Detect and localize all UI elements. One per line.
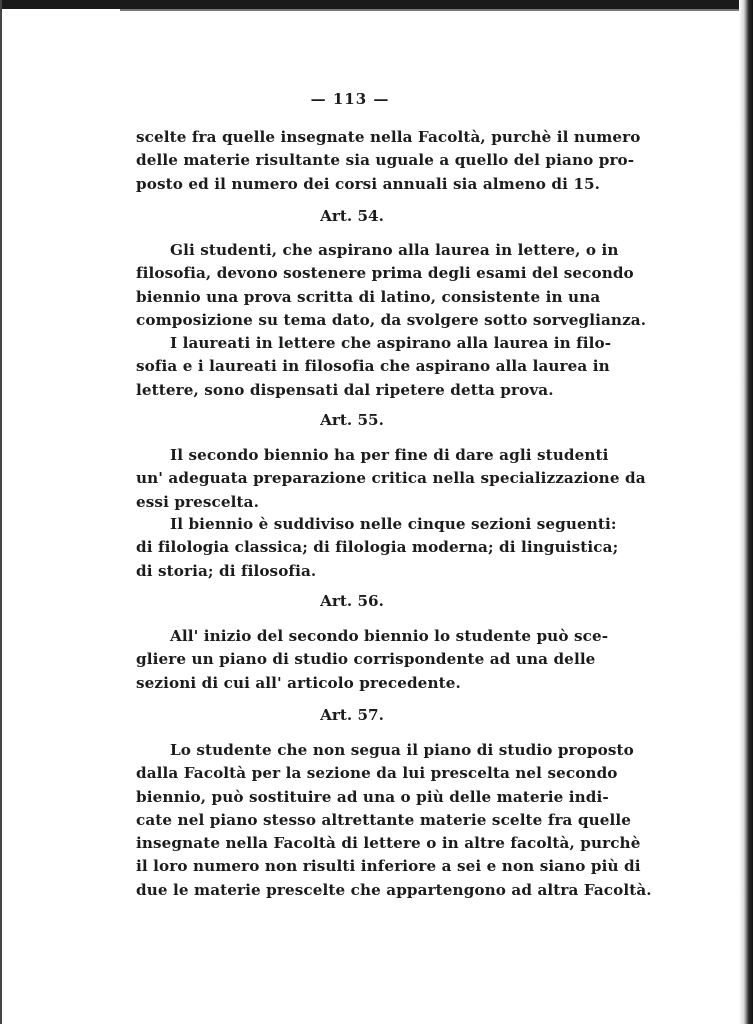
text-line: di storia; di filosofia. xyxy=(136,561,317,580)
article-54-paragraph-1 xyxy=(136,239,647,332)
article-57-heading: Art. 57. xyxy=(320,706,384,724)
paragraph-continuation xyxy=(136,126,641,196)
text-line: composizione su tema dato, da svolgere sotto sorveglianza. xyxy=(136,310,647,329)
text-line: posto ed il numero dei corsi annuali sia almeno di 15. xyxy=(136,174,601,193)
text-line: insegnate nella Facoltà di lettere o in altre facoltà, purchè xyxy=(136,834,641,853)
text-line: dalla Facoltà per la sezione da lui prescelta nel secondo xyxy=(136,764,618,783)
text-line: un' adeguata preparazione critica nella specializzazione da xyxy=(136,469,646,488)
article-55-paragraph-1 xyxy=(136,444,646,514)
scan-left-edge xyxy=(0,0,2,1024)
text-line: I laureati in lettere che aspirano alla laurea in filo- xyxy=(170,334,612,352)
article-54-heading: Art. 54. xyxy=(320,207,384,225)
text-line: Gli studenti, che aspirano alla laurea in lettere, o in xyxy=(170,241,619,259)
article-56-heading: Art. 56. xyxy=(320,592,384,610)
text-line: All' inizio del secondo biennio lo studente può sce- xyxy=(170,627,609,645)
text-line: lettere, sono dispensati dal ripetere detta prova. xyxy=(136,380,554,399)
article-54-paragraph-2 xyxy=(136,332,612,402)
text-line: due le materie prescelte che appartengono ad altra Facoltà. xyxy=(136,880,652,899)
text-line: biennio una prova scritta di latino, consistente in una xyxy=(136,287,601,306)
text-line: di filologia classica; di filologia moderna; di linguistica; xyxy=(136,538,619,557)
text-line: biennio, può sostituire ad una o più delle materie indi- xyxy=(136,787,609,806)
text-line: sezioni di cui all' articolo precedente. xyxy=(136,673,461,692)
page-number: — 113 — xyxy=(310,90,390,108)
text-line: sofia e i laureati in filosofia che aspirano alla laurea in xyxy=(136,357,610,376)
scan-top-edge xyxy=(0,0,753,9)
text-line: Il secondo biennio ha per fine di dare agli studenti xyxy=(170,446,609,464)
text-line: essi prescelta. xyxy=(136,492,259,511)
text-line: Lo studente che non segua il piano di studio proposto xyxy=(170,741,634,759)
text-line: delle materie risultante sia uguale a quello del piano pro- xyxy=(136,151,635,170)
text-line: gliere un piano di studio corrispondente ad una delle xyxy=(136,650,596,669)
text-line: Il biennio è suddiviso nelle cinque sezioni seguenti: xyxy=(170,515,617,533)
text-line: il loro numero non risulti inferiore a sei e non siano più di xyxy=(136,857,641,876)
scan-right-edge xyxy=(739,0,753,1024)
text-line: cate nel piano stesso altrettante materie scelte fra quelle xyxy=(136,810,632,829)
text-line: scelte fra quelle insegnate nella Facoltà, purchè il numero xyxy=(136,128,641,146)
text-line: filosofia, devono sostenere prima degli esami del secondo xyxy=(136,264,634,283)
scan-top-shadow xyxy=(120,9,753,11)
article-57-paragraph-1 xyxy=(136,739,652,902)
article-56-paragraph-1 xyxy=(136,625,609,695)
article-55-paragraph-2 xyxy=(136,513,619,583)
article-55-heading: Art. 55. xyxy=(320,411,384,429)
